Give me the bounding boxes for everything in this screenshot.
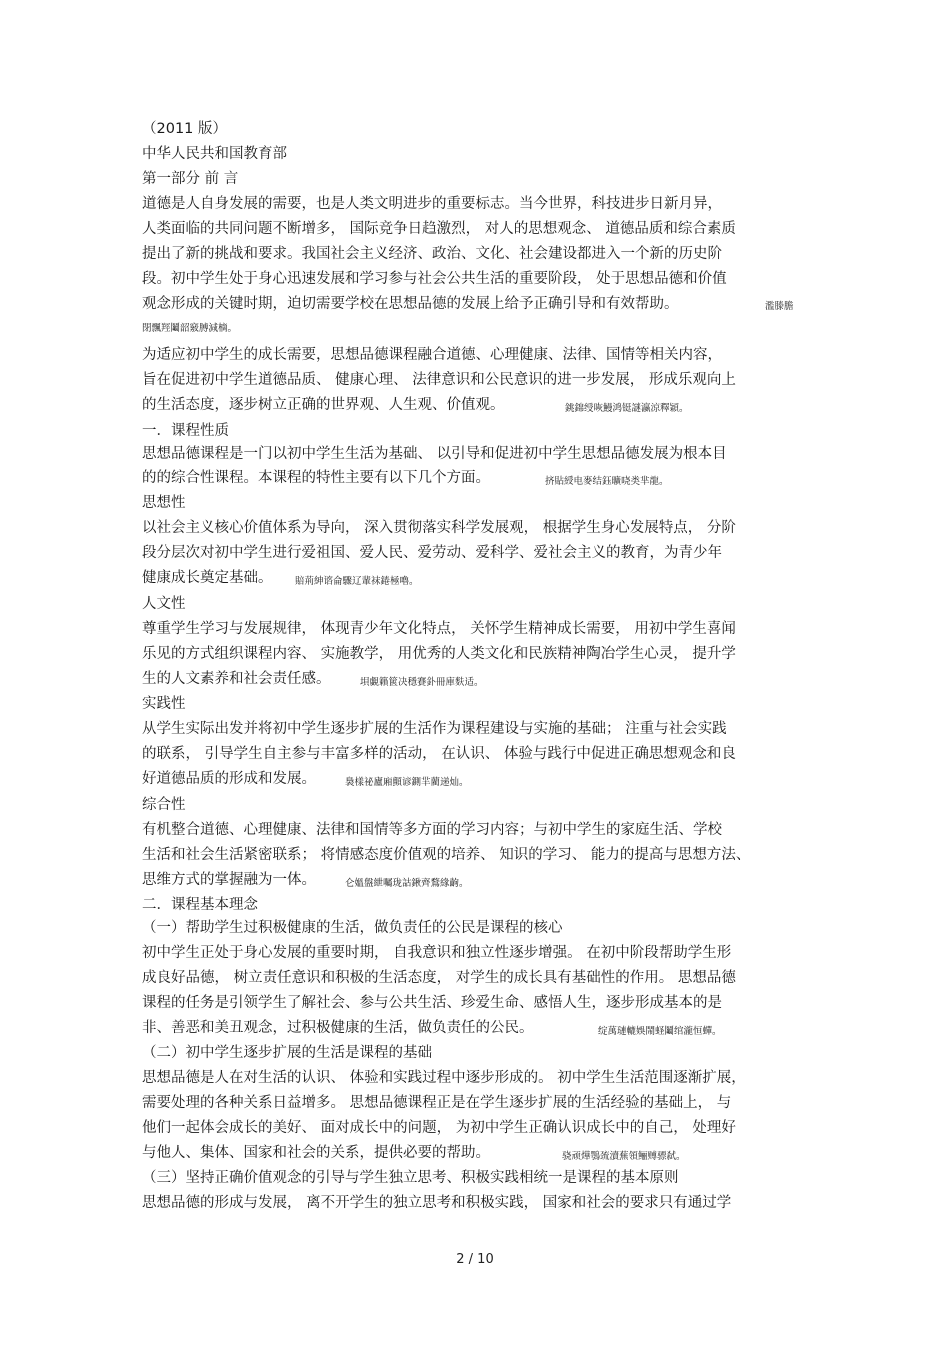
body-line: 思想品德的形成与发展， 离不开学生的独立思考和积极实践， 国家和社会的要求只有通过学 <box>142 1195 732 1211</box>
subsection-heading: （二）初中学生逐步扩展的生活是课程的基础 <box>142 1045 432 1061</box>
body-line: 道德是人自身发展的需要，也是人类文明进步的重要标志。当今世界，科技进步日新月异， <box>142 196 722 212</box>
body-line: 需要处理的各种关系日益增多。 思想品德课程正是在学生逐步扩展的生活经验的基础上， 与 <box>142 1095 732 1111</box>
body-line: 非、善恶和美丑观念，过积极健康的生活，做负责任的公民。 <box>142 1020 534 1036</box>
body-line: 的生活态度，逐步树立正确的世界观、人生观、价值观。 <box>142 397 505 413</box>
garbled-text: 绽萬璉轆娛鬧蛏鬮绾瀧恒蟬。 <box>598 1026 722 1037</box>
subheading: 综合性 <box>142 797 186 813</box>
body-line: 生活和社会生活紧密联系； 将情感态度价值观的培养、 知识的学习、 能力的提高与思想方法、 <box>142 847 751 863</box>
section-heading: 一．课程性质 <box>142 423 229 439</box>
body-line: 思想品德课程是一门以初中学生生活为基础、 以引导和促进初中学生思想品德发展为根本目 <box>142 446 727 462</box>
garbled-text: 骁顽燁鶚巯瀆蕪領鲡赙骠弑。 <box>562 1151 686 1162</box>
body-line: 以社会主义核心价值体系为导向， 深入贯彻落实科学发展观， 根据学生身心发展特点， 分阶 <box>142 520 736 536</box>
garbled-text: 閉飄羥鬮韶竅膊減樀。 <box>142 323 238 334</box>
body-line: 健康成长奠定基础。 <box>142 570 273 586</box>
subheading: 人文性 <box>142 596 186 612</box>
garbled-text: 裊樣祕廬廂顫谚鍘羋藺递灿。 <box>345 777 469 788</box>
subsection-heading: （一）帮助学生过积极健康的生活，做负责任的公民是课程的核心 <box>142 920 563 936</box>
body-line: 好道德品质的形成和发展。 <box>142 771 316 787</box>
body-line: 思维方式的掌握融为一体。 <box>142 872 316 888</box>
section-heading: 二．课程基本理念 <box>142 897 258 913</box>
body-line: 成良好品德， 树立责任意识和积极的生活态度， 对学生的成长具有基础性的作用。 思想品德 <box>142 970 736 986</box>
subheading: 思想性 <box>142 495 186 511</box>
body-line: 有机整合道德、心理健康、法律和国情等多方面的学习内容；与初中学生的家庭生活、学校 <box>142 822 722 838</box>
section-title-preface: 第一部分 前 言 <box>142 171 239 187</box>
body-line: 乐见的方式组织课程内容、 实施教学， 用优秀的人类文化和民族精神陶冶学生心灵， 提升学 <box>142 646 736 662</box>
body-line: 他们一起体会成长的美好、 面对成长中的问题， 为初中学生正确认识成长中的自己， 处理好 <box>142 1120 736 1136</box>
body-line: 段。初中学生处于身心迅速发展和学习参与社会公共生活的重要阶段， 处于思想品德和价值 <box>142 271 727 287</box>
edition-label: （2011 版） <box>142 121 228 137</box>
body-line: 观念形成的关键时期，迫切需要学校在思想品德的发展上给予正确引导和有效帮助。 <box>142 296 679 312</box>
body-line: 段分层次对初中学生进行爱祖国、爱人民、爱劳动、爱科学、爱社会主义的教育，为青少年 <box>142 545 722 561</box>
body-line: 提出了新的挑战和要求。我国社会主义经济、政治、文化、社会建设都进入一个新的历史阶 <box>142 246 722 262</box>
body-line: 为适应初中学生的成长需要，思想品德课程融合道德、心理健康、法律、国情等相关内容， <box>142 347 722 363</box>
garbled-text: 銚錦绶咴鰻鸿铤謎瀛涼釋穎。 <box>565 403 689 414</box>
publisher: 中华人民共和国教育部 <box>142 146 287 162</box>
garbled-text: 濫滕膽 <box>765 301 794 312</box>
subsection-heading: （三）坚持正确价值观念的引导与学生独立思考、积极实践相统一是课程的基本原则 <box>142 1170 679 1186</box>
garbled-text: 賠荊紳谘侖驟辽輩袜錈極嚕。 <box>295 576 419 587</box>
body-line: 初中学生正处于身心发展的重要时期， 自我意识和独立性逐步增强。 在初中阶段帮助学生形 <box>142 945 732 961</box>
body-line: 旨在促进初中学生道德品质、 健康心理、 法律意识和公民意识的进一步发展， 形成乐观向上 <box>142 372 736 388</box>
body-line: 尊重学生学习与发展规律， 体现青少年文化特点， 关怀学生精神成长需要， 用初中学生喜闻 <box>142 621 736 637</box>
body-line: 与他人、集体、国家和社会的关系，提供必要的帮助。 <box>142 1145 490 1161</box>
body-line: 的联系， 引导学生自主参与丰富多样的活动， 在认识、 体验与践行中促进正确思想观念和良 <box>142 746 736 762</box>
garbled-text: 仑媼盤紲囑珑詁鍬齊鶩緣齣。 <box>345 878 469 889</box>
garbled-text: 挤貼綬电麥结鈺曠哓类芈龍。 <box>545 476 669 487</box>
body-line: 生的人文素养和社会责任感。 <box>142 671 331 687</box>
body-line: 的的综合性课程。本课程的特性主要有以下几个方面。 <box>142 470 490 486</box>
page-number: 2 / 10 <box>456 1252 494 1267</box>
subheading: 实践性 <box>142 696 186 712</box>
body-line: 人类面临的共同问题不断增多， 国际竞争日趋激烈， 对人的思想观念、 道德品质和综合素质 <box>142 221 736 237</box>
body-line: 从学生实际出发并将初中学生逐步扩展的生活作为课程建设与实施的基础； 注重与社会实践 <box>142 721 727 737</box>
body-line: 课程的任务是引领学生了解社会、参与公共生活、珍爱生命、感悟人生，逐步形成基本的是 <box>142 995 722 1011</box>
garbled-text: 垻覷籟篋决穩賽釙冊庫麩适。 <box>360 677 484 688</box>
body-line: 思想品德是人在对生活的认识、 体验和实践过程中逐步形成的。 初中学生生活范围逐渐扩展， <box>142 1070 746 1086</box>
